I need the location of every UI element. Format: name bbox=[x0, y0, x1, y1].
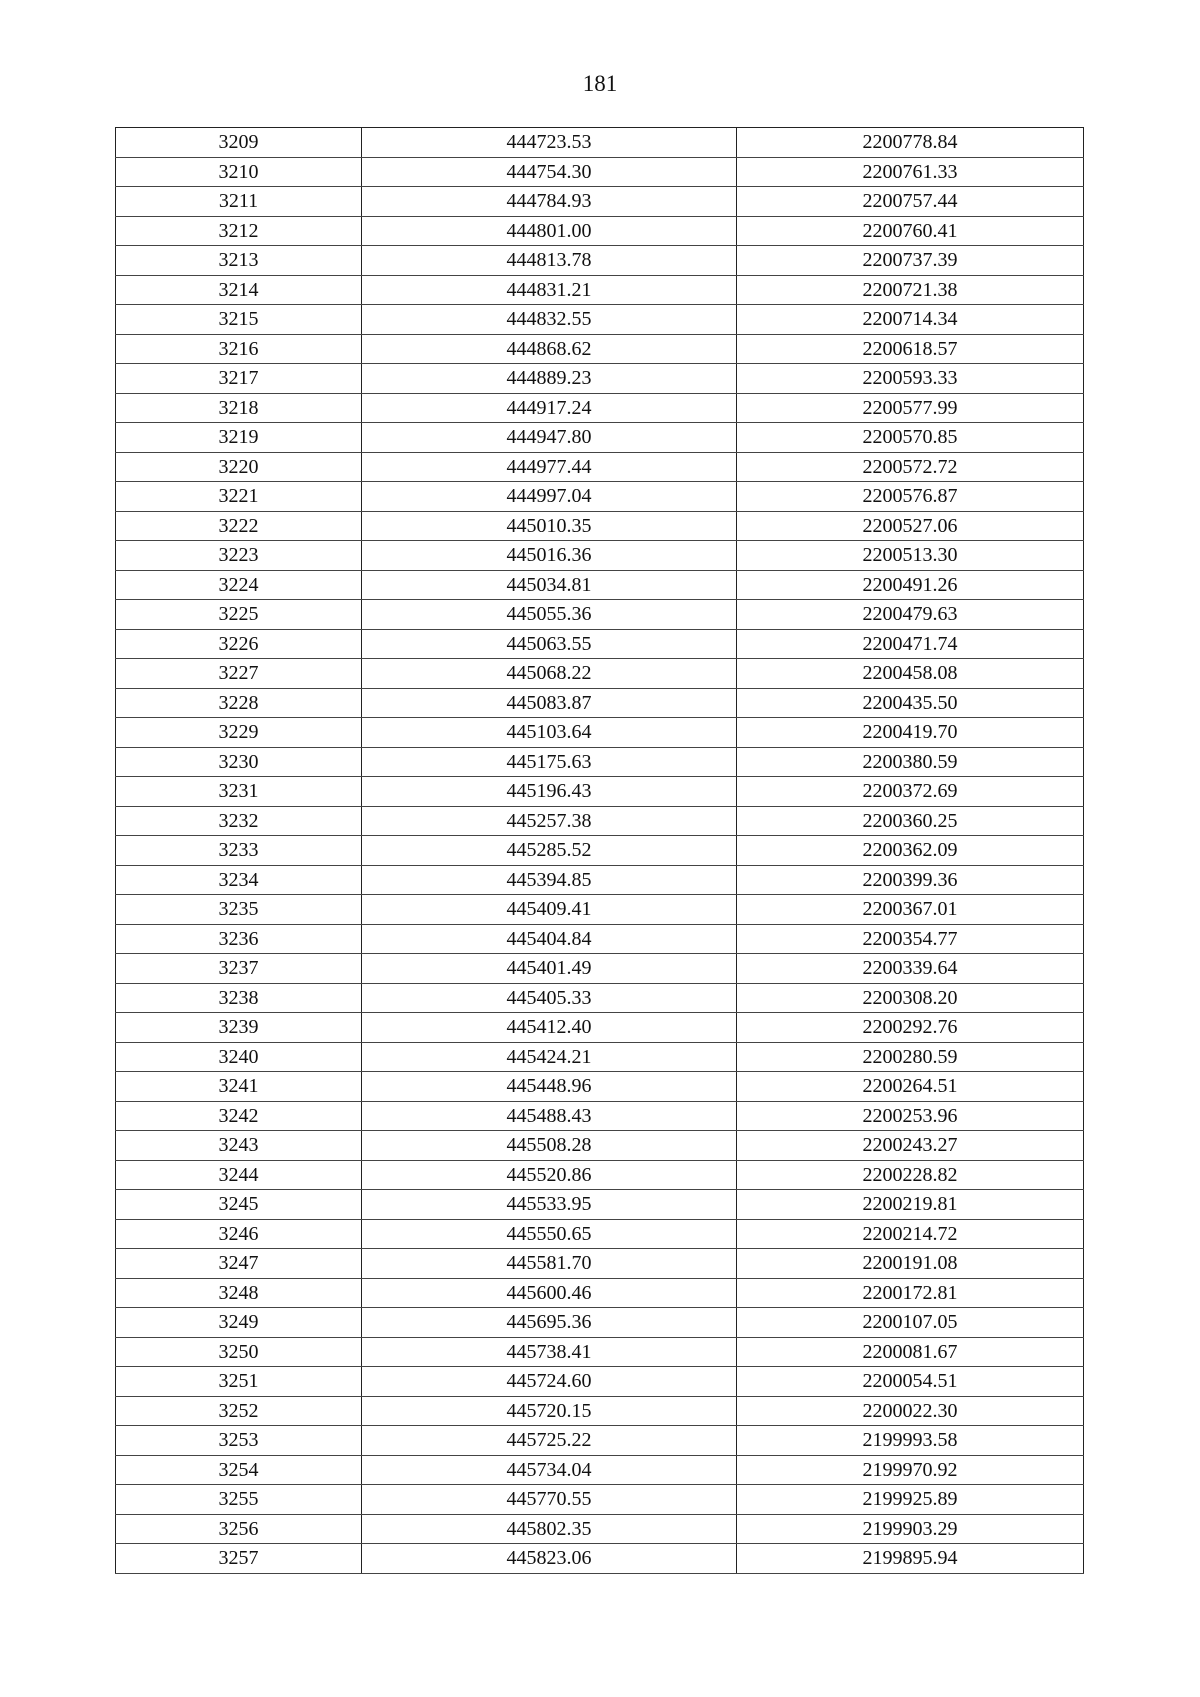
table-row bbox=[116, 482, 1084, 512]
point-number-cell: 3218 bbox=[116, 393, 362, 423]
point-number-cell: 3228 bbox=[116, 688, 362, 718]
y-coordinate-cell: 2200570.85 bbox=[737, 423, 1084, 453]
point-number-cell: 3210 bbox=[116, 157, 362, 187]
y-coordinate-cell: 2200253.96 bbox=[737, 1101, 1084, 1131]
table-row bbox=[116, 128, 1084, 158]
point-number-cell: 3231 bbox=[116, 777, 362, 807]
y-coordinate-cell: 2200576.87 bbox=[737, 482, 1084, 512]
point-number-cell: 3222 bbox=[116, 511, 362, 541]
y-coordinate-cell: 2200219.81 bbox=[737, 1190, 1084, 1220]
x-coordinate-cell: 445412.40 bbox=[362, 1013, 737, 1043]
point-number-cell: 3251 bbox=[116, 1367, 362, 1397]
y-coordinate-cell: 2200491.26 bbox=[737, 570, 1084, 600]
y-coordinate-cell: 2200527.06 bbox=[737, 511, 1084, 541]
y-coordinate-cell: 2200372.69 bbox=[737, 777, 1084, 807]
table-row bbox=[116, 895, 1084, 925]
point-number-cell: 3221 bbox=[116, 482, 362, 512]
point-number-cell: 3226 bbox=[116, 629, 362, 659]
y-coordinate-cell: 2200419.70 bbox=[737, 718, 1084, 748]
y-coordinate-cell: 2200360.25 bbox=[737, 806, 1084, 836]
point-number-cell: 3237 bbox=[116, 954, 362, 984]
coordinates-table bbox=[115, 127, 1084, 1574]
table-row bbox=[116, 1131, 1084, 1161]
point-number-cell: 3227 bbox=[116, 659, 362, 689]
table-row bbox=[116, 865, 1084, 895]
y-coordinate-cell: 2200714.34 bbox=[737, 305, 1084, 335]
x-coordinate-cell: 444947.80 bbox=[362, 423, 737, 453]
x-coordinate-cell: 445823.06 bbox=[362, 1544, 737, 1574]
x-coordinate-cell: 444868.62 bbox=[362, 334, 737, 364]
table-row bbox=[116, 1396, 1084, 1426]
table-row bbox=[116, 187, 1084, 217]
x-coordinate-cell: 444831.21 bbox=[362, 275, 737, 305]
y-coordinate-cell: 2199903.29 bbox=[737, 1514, 1084, 1544]
y-coordinate-cell: 2200243.27 bbox=[737, 1131, 1084, 1161]
point-number-cell: 3250 bbox=[116, 1337, 362, 1367]
y-coordinate-cell: 2200054.51 bbox=[737, 1367, 1084, 1397]
point-number-cell: 3246 bbox=[116, 1219, 362, 1249]
point-number-cell: 3225 bbox=[116, 600, 362, 630]
point-number-cell: 3239 bbox=[116, 1013, 362, 1043]
y-coordinate-cell: 2200399.36 bbox=[737, 865, 1084, 895]
y-coordinate-cell: 2200761.33 bbox=[737, 157, 1084, 187]
point-number-cell: 3256 bbox=[116, 1514, 362, 1544]
y-coordinate-cell: 2200292.76 bbox=[737, 1013, 1084, 1043]
table-row bbox=[116, 334, 1084, 364]
y-coordinate-cell: 2200435.50 bbox=[737, 688, 1084, 718]
y-coordinate-cell: 2199993.58 bbox=[737, 1426, 1084, 1456]
table-row bbox=[116, 777, 1084, 807]
point-number-cell: 3224 bbox=[116, 570, 362, 600]
point-number-cell: 3233 bbox=[116, 836, 362, 866]
point-number-cell: 3236 bbox=[116, 924, 362, 954]
y-coordinate-cell: 2200214.72 bbox=[737, 1219, 1084, 1249]
x-coordinate-cell: 445063.55 bbox=[362, 629, 737, 659]
point-number-cell: 3244 bbox=[116, 1160, 362, 1190]
x-coordinate-cell: 445770.55 bbox=[362, 1485, 737, 1515]
page-number: 181 bbox=[582, 71, 618, 96]
x-coordinate-cell: 445600.46 bbox=[362, 1278, 737, 1308]
table-row bbox=[116, 1072, 1084, 1102]
x-coordinate-cell: 445533.95 bbox=[362, 1190, 737, 1220]
x-coordinate-cell: 445404.84 bbox=[362, 924, 737, 954]
table-row bbox=[116, 659, 1084, 689]
table-row bbox=[116, 954, 1084, 984]
point-number-cell: 3209 bbox=[116, 128, 362, 158]
table-row bbox=[116, 1544, 1084, 1574]
table-row bbox=[116, 1101, 1084, 1131]
x-coordinate-cell: 445196.43 bbox=[362, 777, 737, 807]
x-coordinate-cell: 445720.15 bbox=[362, 1396, 737, 1426]
table-row bbox=[116, 423, 1084, 453]
table-row bbox=[116, 1249, 1084, 1279]
point-number-cell: 3245 bbox=[116, 1190, 362, 1220]
x-coordinate-cell: 445010.35 bbox=[362, 511, 737, 541]
table-row bbox=[116, 924, 1084, 954]
point-number-cell: 3235 bbox=[116, 895, 362, 925]
y-coordinate-cell: 2200471.74 bbox=[737, 629, 1084, 659]
y-coordinate-cell: 2200367.01 bbox=[737, 895, 1084, 925]
point-number-cell: 3212 bbox=[116, 216, 362, 246]
x-coordinate-cell: 445725.22 bbox=[362, 1426, 737, 1456]
table-row bbox=[116, 747, 1084, 777]
point-number-cell: 3248 bbox=[116, 1278, 362, 1308]
table-row bbox=[116, 1455, 1084, 1485]
y-coordinate-cell: 2200228.82 bbox=[737, 1160, 1084, 1190]
x-coordinate-cell: 445409.41 bbox=[362, 895, 737, 925]
x-coordinate-cell: 445257.38 bbox=[362, 806, 737, 836]
table-row bbox=[116, 157, 1084, 187]
y-coordinate-cell: 2200721.38 bbox=[737, 275, 1084, 305]
x-coordinate-cell: 445068.22 bbox=[362, 659, 737, 689]
y-coordinate-cell: 2200280.59 bbox=[737, 1042, 1084, 1072]
table-row bbox=[116, 600, 1084, 630]
y-coordinate-cell: 2200022.30 bbox=[737, 1396, 1084, 1426]
y-coordinate-cell: 2200778.84 bbox=[737, 128, 1084, 158]
y-coordinate-cell: 2200308.20 bbox=[737, 983, 1084, 1013]
y-coordinate-cell: 2200172.81 bbox=[737, 1278, 1084, 1308]
table-row bbox=[116, 629, 1084, 659]
y-coordinate-cell: 2200362.09 bbox=[737, 836, 1084, 866]
y-coordinate-cell: 2200107.05 bbox=[737, 1308, 1084, 1338]
table-row bbox=[116, 718, 1084, 748]
point-number-cell: 3213 bbox=[116, 246, 362, 276]
point-number-cell: 3249 bbox=[116, 1308, 362, 1338]
point-number-cell: 3219 bbox=[116, 423, 362, 453]
point-number-cell: 3214 bbox=[116, 275, 362, 305]
y-coordinate-cell: 2200458.08 bbox=[737, 659, 1084, 689]
y-coordinate-cell: 2200354.77 bbox=[737, 924, 1084, 954]
table-row bbox=[116, 216, 1084, 246]
x-coordinate-cell: 444917.24 bbox=[362, 393, 737, 423]
y-coordinate-cell: 2199970.92 bbox=[737, 1455, 1084, 1485]
x-coordinate-cell: 445055.36 bbox=[362, 600, 737, 630]
x-coordinate-cell: 444723.53 bbox=[362, 128, 737, 158]
x-coordinate-cell: 445083.87 bbox=[362, 688, 737, 718]
y-coordinate-cell: 2200191.08 bbox=[737, 1249, 1084, 1279]
point-number-cell: 3240 bbox=[116, 1042, 362, 1072]
y-coordinate-cell: 2199895.94 bbox=[737, 1544, 1084, 1574]
x-coordinate-cell: 445508.28 bbox=[362, 1131, 737, 1161]
point-number-cell: 3243 bbox=[116, 1131, 362, 1161]
y-coordinate-cell: 2200593.33 bbox=[737, 364, 1084, 394]
table-row bbox=[116, 1367, 1084, 1397]
x-coordinate-cell: 445401.49 bbox=[362, 954, 737, 984]
table-row bbox=[116, 983, 1084, 1013]
point-number-cell: 3255 bbox=[116, 1485, 362, 1515]
x-coordinate-cell: 445405.33 bbox=[362, 983, 737, 1013]
point-number-cell: 3216 bbox=[116, 334, 362, 364]
table-row bbox=[116, 541, 1084, 571]
y-coordinate-cell: 2200513.30 bbox=[737, 541, 1084, 571]
y-coordinate-cell: 2200081.67 bbox=[737, 1337, 1084, 1367]
table-row bbox=[116, 1042, 1084, 1072]
y-coordinate-cell: 2199925.89 bbox=[737, 1485, 1084, 1515]
y-coordinate-cell: 2200339.64 bbox=[737, 954, 1084, 984]
x-coordinate-cell: 445285.52 bbox=[362, 836, 737, 866]
table-row bbox=[116, 1190, 1084, 1220]
y-coordinate-cell: 2200618.57 bbox=[737, 334, 1084, 364]
point-number-cell: 3229 bbox=[116, 718, 362, 748]
x-coordinate-cell: 445016.36 bbox=[362, 541, 737, 571]
coordinates-table-body bbox=[116, 128, 1084, 1574]
point-number-cell: 3211 bbox=[116, 187, 362, 217]
table-row bbox=[116, 1013, 1084, 1043]
x-coordinate-cell: 445550.65 bbox=[362, 1219, 737, 1249]
x-coordinate-cell: 445488.43 bbox=[362, 1101, 737, 1131]
table-row bbox=[116, 806, 1084, 836]
table-row bbox=[116, 1278, 1084, 1308]
table-row bbox=[116, 570, 1084, 600]
x-coordinate-cell: 444784.93 bbox=[362, 187, 737, 217]
point-number-cell: 3241 bbox=[116, 1072, 362, 1102]
table-row bbox=[116, 1426, 1084, 1456]
x-coordinate-cell: 444889.23 bbox=[362, 364, 737, 394]
point-number-cell: 3215 bbox=[116, 305, 362, 335]
x-coordinate-cell: 445034.81 bbox=[362, 570, 737, 600]
x-coordinate-cell: 445448.96 bbox=[362, 1072, 737, 1102]
x-coordinate-cell: 444997.04 bbox=[362, 482, 737, 512]
table-row bbox=[116, 688, 1084, 718]
x-coordinate-cell: 445695.36 bbox=[362, 1308, 737, 1338]
x-coordinate-cell: 444754.30 bbox=[362, 157, 737, 187]
point-number-cell: 3238 bbox=[116, 983, 362, 1013]
table-row bbox=[116, 393, 1084, 423]
x-coordinate-cell: 445175.63 bbox=[362, 747, 737, 777]
table-row bbox=[116, 452, 1084, 482]
table-row bbox=[116, 1308, 1084, 1338]
x-coordinate-cell: 445103.64 bbox=[362, 718, 737, 748]
table-row bbox=[116, 1514, 1084, 1544]
point-number-cell: 3217 bbox=[116, 364, 362, 394]
x-coordinate-cell: 445394.85 bbox=[362, 865, 737, 895]
y-coordinate-cell: 2200380.59 bbox=[737, 747, 1084, 777]
point-number-cell: 3234 bbox=[116, 865, 362, 895]
y-coordinate-cell: 2200577.99 bbox=[737, 393, 1084, 423]
point-number-cell: 3232 bbox=[116, 806, 362, 836]
point-number-cell: 3253 bbox=[116, 1426, 362, 1456]
table-row bbox=[116, 364, 1084, 394]
x-coordinate-cell: 444813.78 bbox=[362, 246, 737, 276]
x-coordinate-cell: 445581.70 bbox=[362, 1249, 737, 1279]
x-coordinate-cell: 445738.41 bbox=[362, 1337, 737, 1367]
x-coordinate-cell: 445424.21 bbox=[362, 1042, 737, 1072]
point-number-cell: 3254 bbox=[116, 1455, 362, 1485]
table-row bbox=[116, 836, 1084, 866]
point-number-cell: 3230 bbox=[116, 747, 362, 777]
x-coordinate-cell: 445520.86 bbox=[362, 1160, 737, 1190]
table-row bbox=[116, 1485, 1084, 1515]
x-coordinate-cell: 445724.60 bbox=[362, 1367, 737, 1397]
table-row bbox=[116, 1219, 1084, 1249]
point-number-cell: 3242 bbox=[116, 1101, 362, 1131]
x-coordinate-cell: 444801.00 bbox=[362, 216, 737, 246]
point-number-cell: 3257 bbox=[116, 1544, 362, 1574]
y-coordinate-cell: 2200757.44 bbox=[737, 187, 1084, 217]
point-number-cell: 3223 bbox=[116, 541, 362, 571]
table-row bbox=[116, 1337, 1084, 1367]
point-number-cell: 3220 bbox=[116, 452, 362, 482]
x-coordinate-cell: 444977.44 bbox=[362, 452, 737, 482]
y-coordinate-cell: 2200479.63 bbox=[737, 600, 1084, 630]
table-row bbox=[116, 1160, 1084, 1190]
x-coordinate-cell: 444832.55 bbox=[362, 305, 737, 335]
point-number-cell: 3247 bbox=[116, 1249, 362, 1279]
x-coordinate-cell: 445802.35 bbox=[362, 1514, 737, 1544]
point-number-cell: 3252 bbox=[116, 1396, 362, 1426]
y-coordinate-cell: 2200264.51 bbox=[737, 1072, 1084, 1102]
y-coordinate-cell: 2200760.41 bbox=[737, 216, 1084, 246]
table-row bbox=[116, 511, 1084, 541]
x-coordinate-cell: 445734.04 bbox=[362, 1455, 737, 1485]
y-coordinate-cell: 2200737.39 bbox=[737, 246, 1084, 276]
table-row bbox=[116, 305, 1084, 335]
table-row bbox=[116, 275, 1084, 305]
table-row bbox=[116, 246, 1084, 276]
y-coordinate-cell: 2200572.72 bbox=[737, 452, 1084, 482]
